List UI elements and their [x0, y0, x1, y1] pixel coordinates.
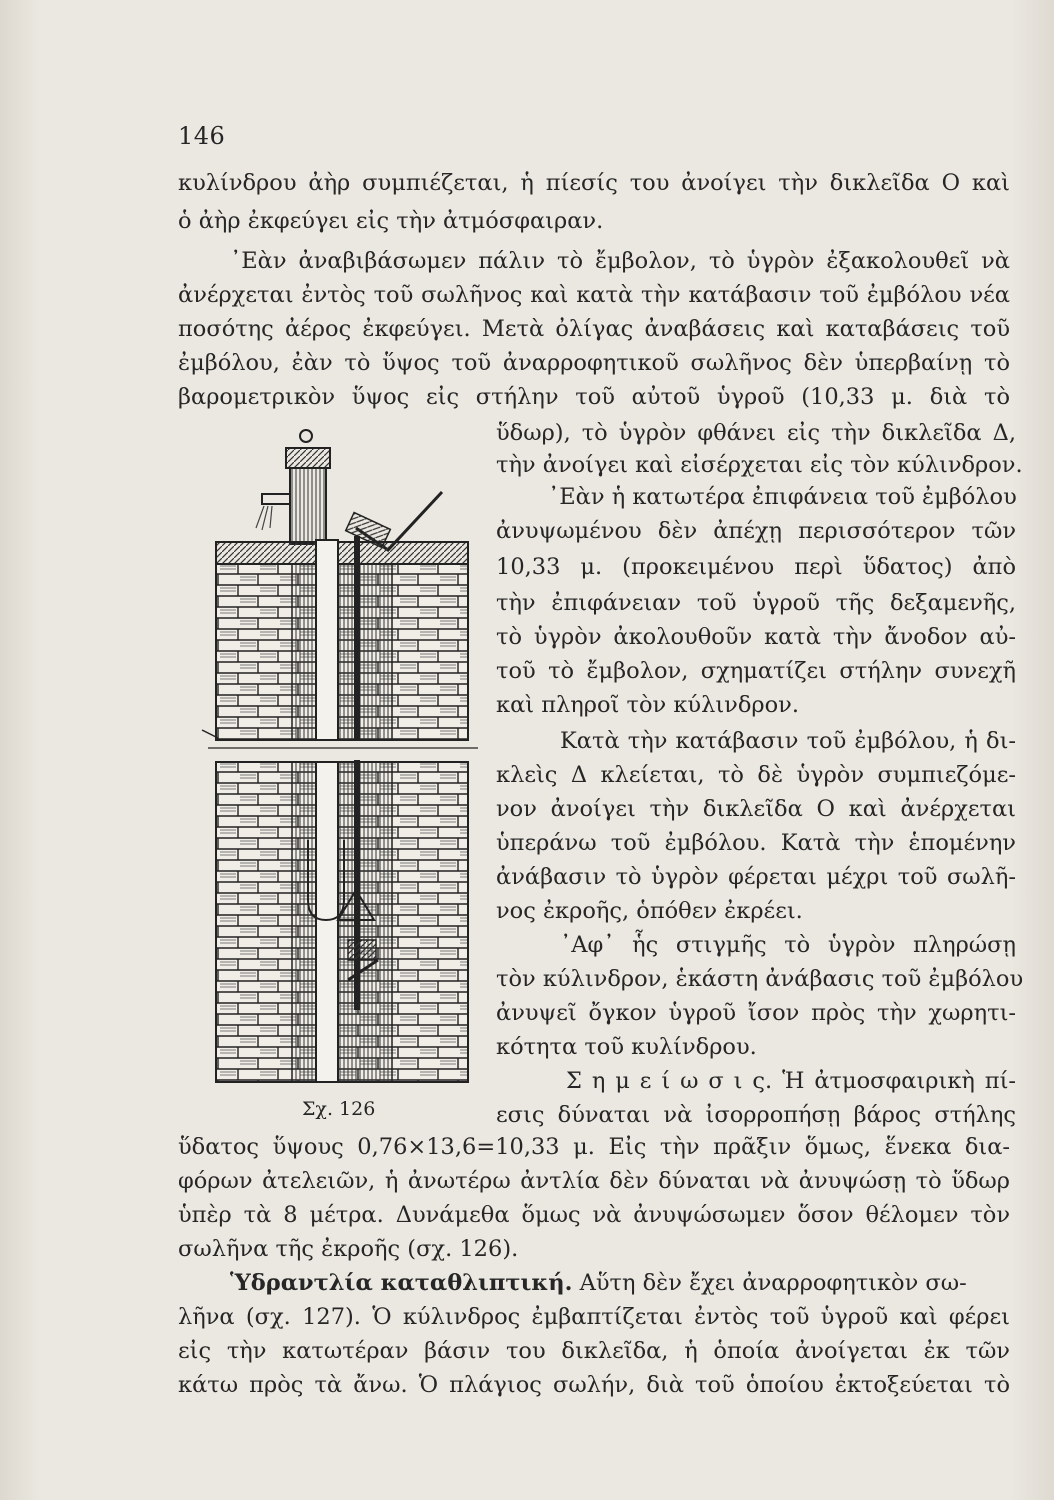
text-line: κάτω πρὸς τὰ ἄνω. Ὁ πλάγιος σωλήν, διὰ τοῦ ὁποίου ἐκτοξεύεται τὸ [178, 1372, 1010, 1398]
section-first-line-rest: Αὕτη δὲν ἔχει ἀναρροφητικὸν σω- [579, 1270, 967, 1296]
page-number: 146 [178, 122, 226, 150]
text-line: εσις δύναται νὰ ἰσορροπήσῃ βάρος στήλης [496, 1102, 1016, 1128]
text-line: ᾽Εὰν ἀναβιβάσωμεν πάλιν τὸ ἔμβολον, τὸ ὑγρὸν ἐξακολουθεῖ νὰ [230, 248, 1010, 274]
pump-figure [198, 420, 488, 1100]
text-line: Κατὰ τὴν κατάβασιν τοῦ ἐμβόλου, ἡ δι- [560, 728, 1016, 754]
text-line: κότητα τοῦ κυλίνδρου. [496, 1034, 757, 1060]
text-line: κυλίνδρου ἀὴρ συμπιέζεται, ἡ πίεσίς του ἀνοίγει τὴν δικλεῖδα Ο καὶ [178, 170, 1010, 196]
text-line: κλεὶς Δ κλείεται, τὸ δὲ ὑγρὸν συμπιεζόμε- [496, 762, 1016, 788]
text-line: ἐμβόλου, ἐὰν τὸ ὕψος τοῦ ἀναρροφητικοῦ σωλῆνος δὲν ὑπερβαίνῃ τὸ [178, 350, 1010, 376]
text-line: τὴν ἀνοίγει καὶ εἰσέρχεται εἰς τὸν κύλινδρον. [496, 452, 1023, 478]
text-line: ἀνυψεῖ ὄγκον ὑγροῦ ἴσον πρὸς τὴν χωρητι- [496, 1000, 1016, 1026]
text-line: καὶ πληροῖ τὸν κύλινδρον. [496, 692, 799, 718]
figure-caption: Σχ. 126 [302, 1098, 376, 1120]
text-line: Σ η μ ε ί ω σ ι ς. Ἡ ἀτμοσφαιρικὴ πί- [566, 1068, 1016, 1094]
text-line: τὸν κύλινδρον, ἑκάστη ἀνάβασις τοῦ ἐμβόλου [496, 966, 1024, 992]
text-line: τὴν ἐπιφάνειαν τοῦ ὑγροῦ τῆς δεξαμενῆς, [496, 590, 1016, 616]
text-line: σωλῆνα τῆς ἐκροῆς (σχ. 126). [178, 1236, 519, 1262]
text-line: ἀνάβασιν τὸ ὑγρὸν φέρεται μέχρι τοῦ σωλῆ- [496, 864, 1016, 890]
text-line: ᾽Εὰν ἡ κατωτέρα ἐπιφάνεια τοῦ ἐμβόλου [548, 484, 1017, 510]
text-line: ὑπεράνω τοῦ ἐμβόλου. Κατὰ τὴν ἑπομένην [496, 830, 1016, 856]
text-line: ὕδατος ὕψους 0,76×13,6=10,33 μ. Εἰς τὴν πρᾶξιν ὅμως, ἕνεκα δια- [178, 1134, 1010, 1160]
text-line: τοῦ τὸ ἔμβολον, σχηματίζει στήλην συνεχῆ [496, 658, 1016, 684]
text-line: φόρων ἀτελειῶν, ἡ ἀνωτέρω ἀντλία δὲν δύναται νὰ ἀνυψώσῃ τὸ ὕδωρ [178, 1168, 1010, 1194]
text-line: ἀνέρχεται ἐντὸς τοῦ σωλῆνος καὶ κατὰ τὴν κατάβασιν τοῦ ἐμβόλου νέα [178, 282, 1010, 308]
text-line: βαρομετρικὸν ὕψος εἰς στήλην τοῦ αὐτοῦ ὑγροῦ (10,33 μ. διὰ τὸ [178, 384, 1010, 410]
text-line: λῆνα (σχ. 127). Ὁ κύλινδρος ἐμβαπτίζεται ἐντὸς τοῦ ὑγροῦ καὶ φέρει [178, 1304, 1010, 1330]
section-heading: Ὑδραντλία καταθλιπτική. [230, 1270, 573, 1296]
text-line: ὑπὲρ τὰ 8 μέτρα. Δυνάμεθα ὅμως νὰ ἀνυψώσωμεν ὅσον θέλομεν τὸν [178, 1202, 1010, 1228]
text-line: ποσότης ἀέρος ἐκφεύγει. Μετὰ ὀλίγας ἀναβάσεις καὶ καταβάσεις τοῦ [178, 316, 1010, 342]
text-line: ὁ ἀὴρ ἐκφεύγει εἰς τὴν ἀτμόσφαιραν. [178, 208, 604, 234]
text-line: ὕδωρ), τὸ ὑγρὸν φθάνει εἰς τὴν δικλεῖδα Δ, [496, 420, 1016, 446]
text-line: νον ἀνοίγει τὴν δικλεῖδα Ο καὶ ἀνέρχεται [496, 796, 1016, 822]
text-line: νος ἐκροῆς, ὁπόθεν ἐκρέει. [496, 898, 803, 924]
text-line: τὸ ὑγρὸν ἀκολουθοῦν κατὰ τὴν ἄνοδον αὐ- [496, 624, 1016, 650]
section-first-line [230, 1272, 1010, 1300]
text-line: ᾽Αφ᾽ ἧς στιγμῆς τὸ ὑγρὸν πληρώσῃ [560, 932, 1016, 958]
text-line: εἰς τὴν κατωτέραν βάσιν του δικλεῖδα, ἡ ὁποία ἀνοίγεται ἐκ τῶν [178, 1338, 1010, 1364]
pump-illustration [198, 420, 488, 1100]
text-line: 10,33 μ. (προκειμένου περὶ ὕδατος) ἀπὸ [496, 554, 1016, 580]
text-line: ἀνυψωμένου δὲν ἀπέχῃ περισσότερον τῶν [496, 518, 1016, 544]
